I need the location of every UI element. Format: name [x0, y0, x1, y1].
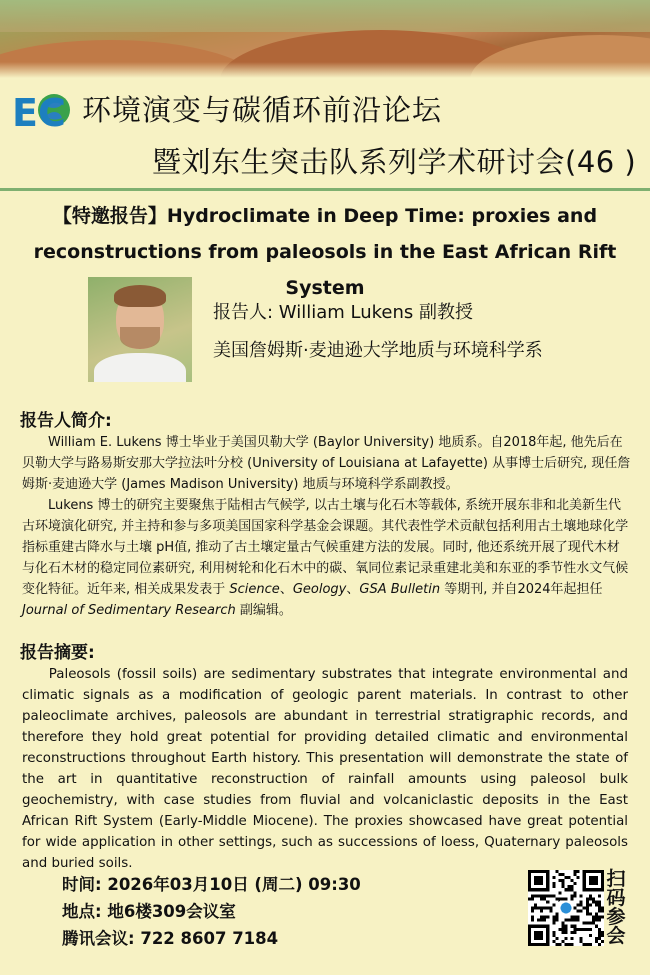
forum-subtitle: 暨刘东生突击队系列学术研讨会(46 )	[152, 145, 637, 179]
bio-paragraph-2-text: 等期刊, 并自2024年起担任	[440, 582, 603, 597]
journal-jsr: Journal of Sedimentary Research	[22, 603, 236, 618]
qr-code-icon[interactable]	[528, 870, 604, 946]
journal-science: Science	[229, 582, 280, 597]
bio-paragraph-2	[22, 495, 632, 621]
globe-logo-icon	[10, 86, 74, 134]
tencent-meeting-id: 腾讯会议: 722 8607 7184	[62, 929, 279, 948]
speaker-affiliation: 美国詹姆斯·麦迪逊大学地质与环境科学系	[213, 340, 543, 361]
abstract-text: Paleosols (fossil soils) are sedimentary substrates that integrate environmental and climatic signals as a modification of geologic parent materials. In contrast to other paleoclimate archives, paleosols are abundant in terrestrial stratigraphic records, and therefore they hold great potential for providing detailed climatic and environmental reconstructions throughout Earth history. This presentation will demonstrate the state of the art in quantitative reconstruction of rainfall amounts using paleosol bulk geochemistry, with case studies from fluvial and volcaniclastic deposits in the East African Rift System (Early-Middle Miocene). The proxies showcased have great potential for wide application in other settings, such as successions of loess, Quaternary paleosols and buried soils.	[22, 667, 628, 871]
bio-paragraph-1: William E. Lukens 博士毕业于美国贝勒大学 (Baylor University) 地质系。自2018年起, 他先后在贝勒大学与路易斯安那大学拉法叶分校 (University of Louisiana at Lafayette) 从事博士后研究, 现任詹姆斯·麦迪逊大学 (James Madison University) 地质与环境科学系副教授。	[22, 435, 631, 492]
speaker-name: 报告人: William Lukens 副教授	[213, 302, 473, 323]
scan-to-join-caption	[604, 870, 628, 946]
journal-gsa-bulletin: GSA Bulletin	[359, 582, 441, 597]
bio-paragraph-2-text: Lukens 博士的研究主要聚焦于陆相古气候学, 以古土壤与化石木等载体, 系统开展东非和北美新生代古环境演化研究, 并主持和参与多项美国国家科学基金会课题。其代表性学术贡献包括利用古土壤地球化学指标重建古降水与土壤 pH值, 推动了古土壤定量古气候重建方法的发展。同时, 他还系统开展了现代木材与化石木材的稳定同位素研究, 利用树轮和化石木中的碳、氧同位素记录重建北美和东亚的季节性水文气候变化特征。近年来, 相关成果发表于	[22, 498, 629, 597]
event-time: 时间: 2026年03月10日 (周二) 09:30	[62, 875, 361, 894]
separator: 、	[346, 582, 360, 597]
header-divider	[0, 188, 650, 191]
journal-geology: Geology	[292, 582, 347, 597]
separator: 、	[279, 582, 293, 597]
event-location: 地点: 地6楼309会议室	[62, 902, 236, 921]
abstract-heading: 报告摘要:	[20, 643, 95, 663]
caption-char: 码	[606, 887, 626, 909]
logo-text: EC	[12, 91, 66, 134]
caption-char: 扫	[606, 868, 626, 890]
forum-title: 环境演变与碳循环前沿论坛	[82, 93, 443, 127]
caption-char: 参	[606, 906, 626, 928]
bio-heading: 报告人简介:	[20, 411, 112, 431]
topic-line-2: reconstructions from paleosols in the East African Rift System	[33, 241, 617, 299]
topic-line-1: 【特邀报告】Hydroclimate in Deep Time: proxies and	[52, 205, 598, 227]
bio-paragraph-2-text: 副编辑。	[235, 603, 292, 618]
caption-char: 会	[606, 925, 626, 947]
landscape-banner	[0, 0, 650, 78]
speaker-photo	[88, 277, 192, 382]
bio-text	[22, 432, 632, 621]
